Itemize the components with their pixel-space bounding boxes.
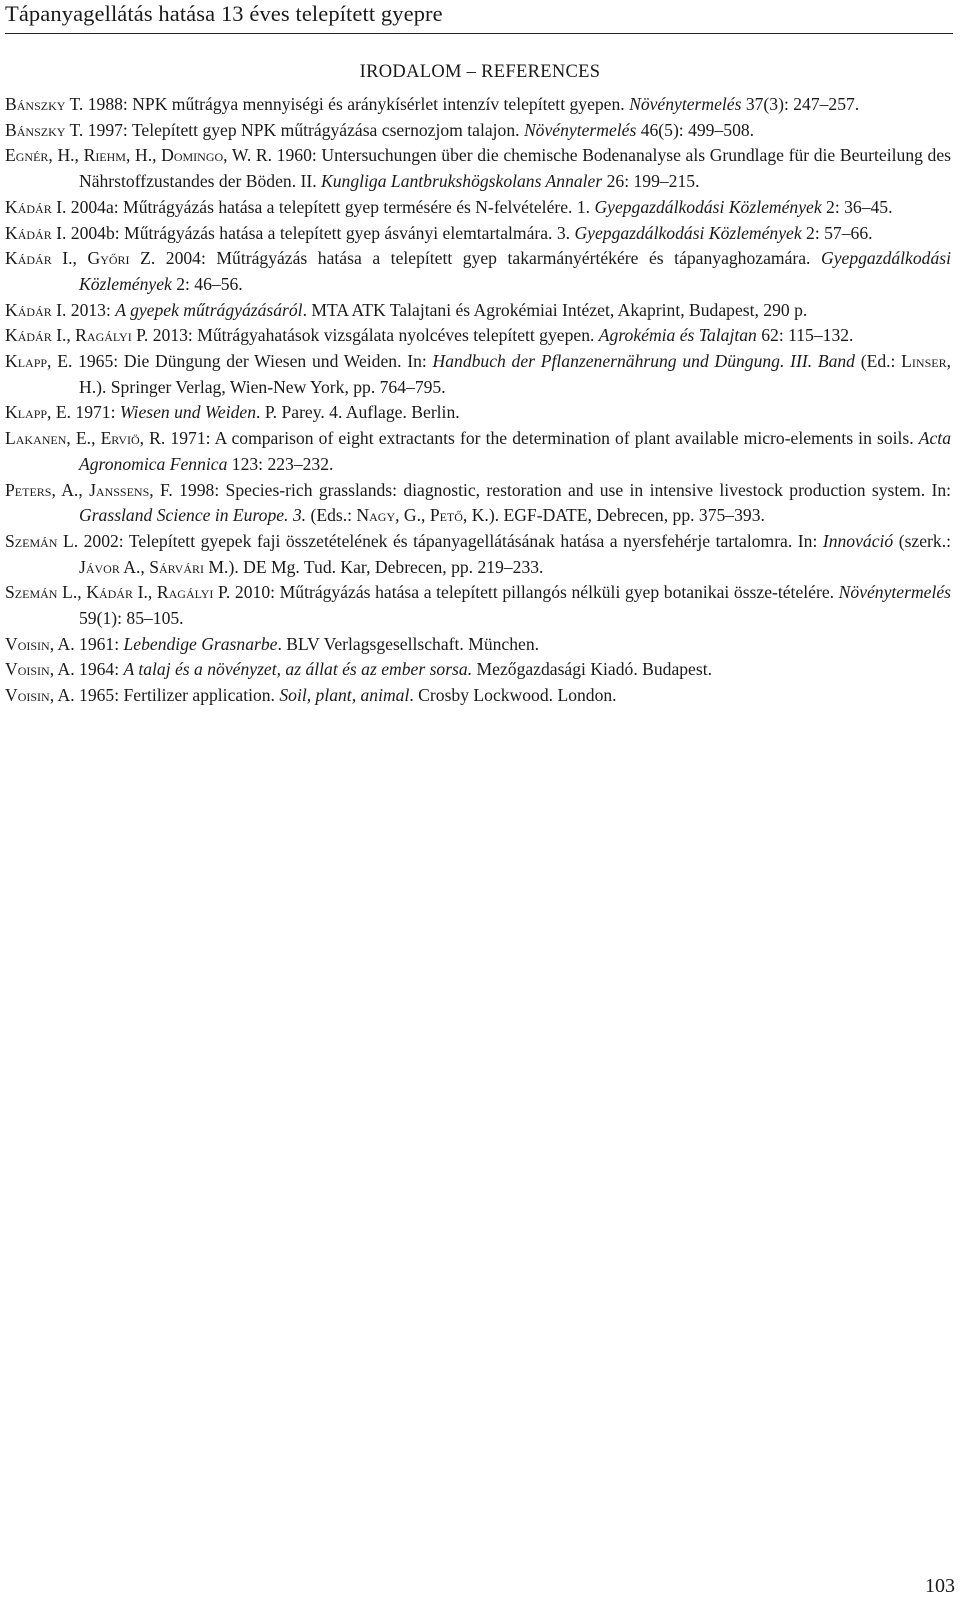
journal: Agrokémia és Talajtan [598,325,757,346]
ref-text: 1965: Die Düngung der Wiesen und Weiden. In: [72,351,433,372]
header-rule [5,33,953,34]
journal: Növénytermelés [629,94,742,114]
ref-text: 2004a: Műtrágyázás hatása a telepített gyep termésére és N-felvételére. 1. [66,196,595,217]
reference-item [5,195,951,221]
ref-text: 2013: Műtrágyahatások vizsgálata nyolcéves telepített gyepen. [148,325,599,346]
reference-item [5,298,951,324]
ref-details: 123: 223–232. [227,453,334,474]
journal: Kungliga Lantbrukshögskolans Annaler [321,171,603,192]
editor: Sárvári M. [149,556,229,577]
author: Klapp, E. [5,402,71,423]
author: Kádár I. [5,248,73,269]
ref-text: 2004: Műtrágyázás hatása a telepített gyep takarmányértékére és tápanyaghozamára. [155,248,822,269]
ref-details: 2: 57–66. [801,222,873,243]
reference-item [5,400,951,426]
reference-item [5,92,951,118]
ref-details: 2: 46–56. [171,273,243,294]
author: Ragályi P. [156,582,231,603]
ref-year: 1971: [71,402,120,423]
author: Kádár I. [5,299,67,320]
reference-item: Lakanen, E., Erviö, R. 1971: A comparison of eight extractants for the determination of plant available micro-elements in soils. Acta Agronomica Fennica 123: 223–232. [5,428,951,474]
reference-item [5,349,951,400]
author: Domingo, W. R. [161,145,273,166]
ref-details: ). Springer Verlag, Wien-New York, pp. 764–795. [96,376,446,397]
ref-details: 59(1): 85–105. [79,608,184,629]
ref-text: 2002: Telepített gyepek faji összetételének és tápanyagellátásának hatása a nyersfehérje tartalomra. In: [78,530,823,551]
book-title: Soil, plant, animal [279,685,410,706]
reference-item: Peters, A., Janssens, F. 1998: Species-rich grasslands: diagnostic, restoration and use in intensive livestock production system. In: Grassland Science in Europe. 3. (Eds.: Nagy, G., Pető, K.). EGF-DATE, Debrecen, pp. 375–393. [5,479,952,526]
author: Janssens, F. [89,479,173,500]
running-head: Tápanyagellátás hatása 13 éves telepített gyepre [5,1,443,26]
reference-item [5,118,951,144]
ref-details: ). DE Mg. Tud. Kar, Debrecen, pp. 219–233. [228,556,544,577]
author: Győri Z. [87,248,156,269]
ref-details: . MTA ATK Talajtani és Agrokémiai Intézet, Akaprint, Budapest, 290 p. [302,299,808,320]
ref-details: 46(5): 499–508. [636,119,755,140]
journal: Növénytermelés [838,582,952,603]
eds-open: (Eds.: [306,505,357,526]
ref-details: . BLV Verlagsgesellschaft. München. [277,633,540,654]
journal: Gyepgazdálkodási Közlemények [574,222,802,243]
author: Lakanen, E. [5,428,92,449]
author: Voisin, A. [5,633,75,654]
author: Egnér, H. [5,145,75,166]
ref-year: 1961: [74,633,124,654]
ref-text: 2010: Műtrágyázás hatása a telepített pillangós nélküli gyep botanikai össze-tételére. [230,582,839,603]
journal: Gyepgazdálkodási Közlemények [79,248,951,294]
ref-year: 2013: [66,299,116,320]
reference-item: Egnér, H., Riehm, H., Domingo, W. R. 1960: Untersuchungen über die chemische Bodenanalyse als Grundlage für die Beurteilung des Nährstoffzustandes der Böden. II. Kungliga Lantbrukshögskolans Annaler 26: 199–215. [5,145,951,192]
ref-details: 62: 115–132. [756,325,854,346]
author: Bánszky T. [5,119,84,140]
ref-text: 1998: Species-rich grasslands: diagnostic, restoration and use in intensive livestock production system. In: [172,479,952,500]
author: Kádár I. [5,222,67,243]
ref-details: 26: 199–215. [602,171,700,192]
reference-item: Kádár I., Győri Z. 2004: Műtrágyázás hatása a telepített gyep takarmányértékére és tápanyaghozamára. Gyepgazdálkodási Közlemények 2: 46–56. [5,248,951,294]
page-number: 103 [925,1575,955,1597]
ref-text: 1988: NPK műtrágya mennyiségi és aránykísérlet intenzív telepített gyepen. [83,94,630,114]
author: Voisin, A. [5,659,75,680]
author: Ragályi P. [75,325,149,346]
ref-details: ). EGF-DATE, Debrecen, pp. 375–393. [488,505,765,526]
reference-item: Kádár I., Ragályi P. 2013: Műtrágyahatások vizsgálata nyolcéves telepített gyepen. Agrokémia és Talajtan 62: 115–132. [5,325,854,346]
ref-text: 1997: Telepített gyep NPK műtrágyázása csernozjom talajon. [83,119,524,140]
reference-item [5,632,951,658]
book-title: Grassland Science in Europe. 3. [79,505,307,526]
ref-details: Mezőgazdasági Kiadó. Budapest. [472,659,712,680]
ref-details: . P. Parey. 4. Auflage. Berlin. [256,402,460,423]
author: Kádár I. [86,582,148,603]
section-title: IRODALOM – REFERENCES [359,62,601,82]
reference-item [5,657,951,683]
ref-details: 2: 36–45. [821,196,893,217]
ref-details: . Crosby Lockwood. London. [409,685,617,706]
reference-list [5,92,951,709]
editor: Nagy, G. [356,505,422,526]
ref-text: 1960: Untersuchungen über die chemische Bodenanalyse als Grundlage für die Beurteilung des Nährstoffzustandes der Böden. II. [79,145,951,192]
ref-year: 1965: Fertilizer application. [74,685,280,706]
reference-item: Szemán L. 2002: Telepített gyepek faji összetételének és tápanyagellátásának hatása a nyersfehérje tartalomra. In: Innováció (szerk.: Jávor A., Sárvári M.). DE Mg. Tud. Kar, Debrecen, pp. 219–233. [5,530,951,577]
author: Kádár I. [5,325,67,346]
eds-open: (szerk.: [893,530,951,551]
book-title: Wiesen und Weiden [119,402,257,423]
author: Riehm, H. [83,145,153,166]
journal: Acta Agronomica Fennica [79,428,951,474]
author: Szemán L. [5,530,79,551]
ref-year: 1964: [74,659,124,680]
author: Kádár I. [5,196,67,217]
editor: Linser, H. [79,351,951,397]
journal: Növénytermelés [523,119,637,140]
author: Peters, A. [5,479,79,500]
ref-details: 37(3): 247–257. [741,94,860,114]
reference-item [5,221,951,247]
editor: Jávor A. [79,556,141,577]
ref-text: 1971: A comparison of eight extractants for the determination of plant available micro-elements in soils. [165,428,919,449]
book-title: A talaj és a növényzet, az állat és az ember sorsa. [123,659,473,680]
book-title: A gyepek műtrágyázásáról [115,299,303,320]
author: Erviö, R. [100,428,166,449]
book-title: Lebendige Grasnarbe [123,633,278,654]
author: Voisin, A. [5,685,75,706]
book-title: Handbuch der Pflanzenernährung und Düngung. III. Band [432,351,855,372]
book-title: Innováció [822,530,894,551]
author: Szemán L. [5,582,78,603]
eds-open: (Ed.: [854,351,902,372]
reference-item [5,683,951,709]
reference-item: Szemán L., Kádár I., Ragályi P. 2010: Műtrágyázás hatása a telepített pillangós nélküli gyep botanikai össze-tételére. Növénytermelés 59(1): 85–105. [5,582,952,629]
author: Bánszky T. [5,94,84,114]
journal: Gyepgazdálkodási Közlemények [594,196,822,217]
ref-text: 2004b: Műtrágyázás hatása a telepített gyep ásványi elemtartalmára. 3. [66,222,575,243]
editor: Pető, K. [429,505,489,526]
author: Klapp, E. [5,351,73,372]
